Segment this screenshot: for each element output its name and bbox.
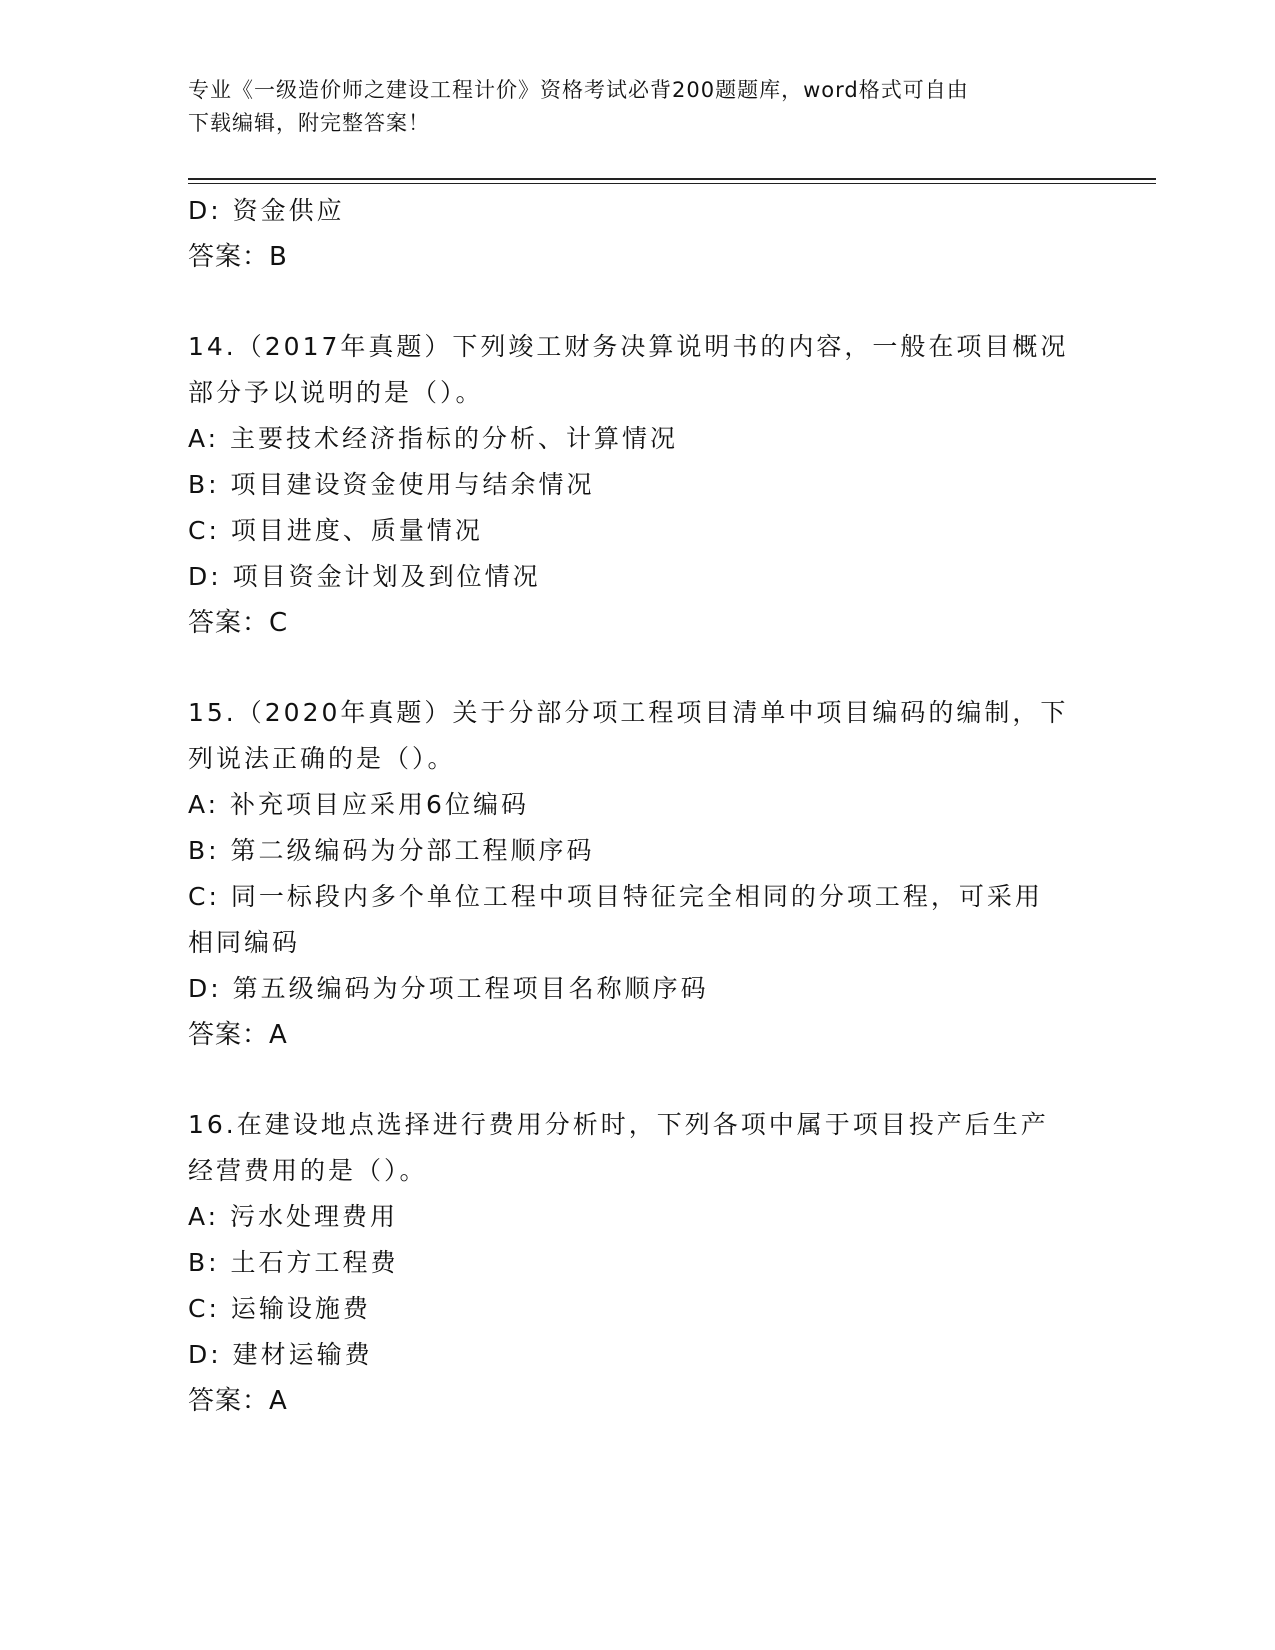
option-c: C: 运输设施费 bbox=[188, 1294, 371, 1323]
document-header bbox=[188, 74, 1088, 140]
spacer bbox=[188, 646, 1088, 690]
question-15 bbox=[188, 690, 1088, 1058]
question-stem-line: 列说法正确的是（）。 bbox=[188, 744, 456, 773]
header-rule-thick bbox=[188, 178, 1156, 180]
question-list bbox=[188, 188, 1088, 1424]
question-stem-line: 部分予以说明的是（）。 bbox=[188, 378, 484, 407]
option-c: C: 同一标段内多个单位工程中项目特征完全相同的分项工程，可采用 bbox=[188, 882, 1043, 911]
option-a: A: 主要技术经济指标的分析、计算情况 bbox=[188, 424, 679, 453]
question-stem-line: 14.（2017年真题）下列竣工财务决算说明书的内容，一般在项目概况 bbox=[188, 332, 1069, 361]
option-d: D: 建材运输费 bbox=[188, 1340, 373, 1369]
previous-question-tail bbox=[188, 188, 1088, 280]
answer-line: 答案：A bbox=[188, 1020, 288, 1050]
option-c: C: 项目进度、质量情况 bbox=[188, 516, 483, 545]
answer-line: 答案：C bbox=[188, 608, 289, 638]
option-b: B: 第二级编码为分部工程顺序码 bbox=[188, 836, 595, 865]
option-b: B: 项目建设资金使用与结余情况 bbox=[188, 470, 595, 499]
answer-line: 答案：A bbox=[188, 1386, 288, 1416]
header-line-2: 下载编辑，附完整答案！ bbox=[188, 111, 430, 135]
answer-line: 答案：B bbox=[188, 242, 288, 272]
question-stem-line: 经营费用的是（）。 bbox=[188, 1156, 428, 1185]
option-d: D: 资金供应 bbox=[188, 196, 345, 225]
header-rule-thin bbox=[188, 183, 1156, 184]
option-d: D: 项目资金计划及到位情况 bbox=[188, 562, 541, 591]
question-stem-line: 15.（2020年真题）关于分部分项工程项目清单中项目编码的编制，下 bbox=[188, 698, 1069, 727]
option-a: A: 补充项目应采用6位编码 bbox=[188, 790, 529, 819]
header-line-1: 专业《一级造价师之建设工程计价》资格考试必背200题题库，word格式可自由 bbox=[188, 78, 969, 102]
option-b: B: 土石方工程费 bbox=[188, 1248, 399, 1277]
option-a: A: 污水处理费用 bbox=[188, 1202, 399, 1231]
spacer bbox=[188, 1058, 1088, 1102]
question-14 bbox=[188, 324, 1088, 646]
question-16 bbox=[188, 1102, 1088, 1424]
option-c-continued: 相同编码 bbox=[188, 928, 301, 957]
question-stem-line: 16.在建设地点选择进行费用分析时，下列各项中属于项目投产后生产 bbox=[188, 1110, 1049, 1139]
spacer bbox=[188, 280, 1088, 324]
option-d: D: 第五级编码为分项工程项目名称顺序码 bbox=[188, 974, 709, 1003]
